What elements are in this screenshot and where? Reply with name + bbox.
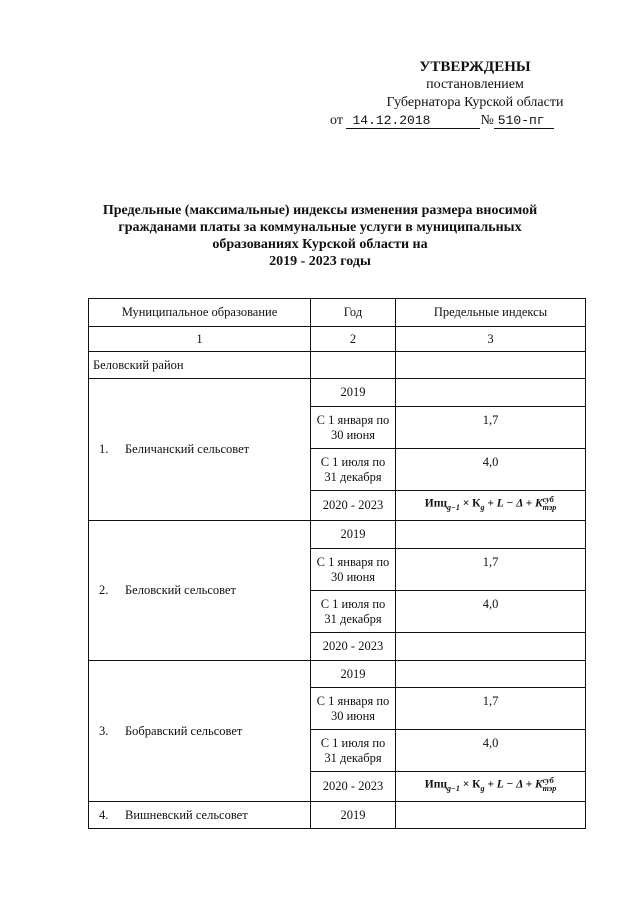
period-line: С 1 июля по [320, 596, 386, 611]
document-title [80, 202, 560, 270]
row-number: 3. [99, 723, 109, 738]
indices-table [88, 298, 586, 829]
period-line: С 1 января по [316, 693, 390, 708]
municipality-name: Бобравский сельсовет [125, 723, 243, 738]
rayon-index-empty [396, 352, 586, 379]
year-cell: 2019 [311, 521, 396, 549]
municipality-name: Беличанский сельсовет [125, 442, 250, 456]
formula-part: суб [542, 495, 554, 505]
formula-part: Ипц [424, 778, 447, 791]
index-cell-empty [396, 379, 586, 407]
rayon-name: Беловский район [89, 352, 311, 379]
row-number: 1. [99, 442, 109, 456]
period-line: С 1 января по [316, 412, 390, 427]
formula-part: Ипц [424, 497, 447, 510]
year-cell: 2020 - 2023 [311, 772, 396, 802]
period-line: 31 декабря [324, 611, 382, 626]
index-cell-empty [396, 521, 586, 549]
formula-stack [543, 496, 557, 512]
header-indices: Предельные индексы [396, 299, 586, 327]
period-cell [311, 549, 396, 591]
municipality-cell [89, 802, 311, 829]
title-line-3: образованиях Курской области на [212, 237, 428, 252]
title-line-2: гражданами платы за коммунальные услуги в муниципальных [118, 220, 522, 235]
period-line: 30 июня [330, 708, 376, 723]
formula-stack [543, 777, 557, 793]
index-cell-empty [396, 802, 586, 829]
formula-part: g [480, 503, 485, 513]
header-year: Год [311, 299, 396, 327]
rayon-year-empty [311, 352, 396, 379]
number-label: № [480, 113, 494, 128]
formula-cell [396, 491, 586, 521]
col-number-2: 2 [311, 327, 396, 352]
column-numbers-row [89, 327, 586, 352]
year-cell: 2019 [311, 379, 396, 407]
formula-part: суб [542, 776, 554, 786]
title-line-1: Предельные (максимальные) индексы изменения размера вносимой [102, 203, 538, 218]
formula-part: g−1 [446, 784, 460, 794]
index-value: 4,0 [396, 730, 586, 772]
index-formula [425, 496, 556, 515]
period-cell [311, 407, 396, 449]
approval-line-2: Губернатора Курской области [386, 95, 564, 110]
period-line: 31 декабря [324, 750, 382, 765]
period-cell [311, 730, 396, 772]
year-cell: 2020 - 2023 [311, 491, 396, 521]
period-cell [311, 688, 396, 730]
year-cell: 2020 - 2023 [311, 633, 396, 661]
period-line: 30 июня [330, 569, 376, 584]
year-cell: 2019 [311, 802, 396, 829]
from-label: от [330, 113, 343, 128]
approval-title: УТВЕРЖДЕНЫ [419, 59, 531, 75]
municipality-cell [89, 379, 311, 521]
index-cell-empty [396, 633, 586, 661]
index-value: 1,7 [396, 407, 586, 449]
row-number: 4. [99, 807, 109, 822]
approval-line-1: постановлением [426, 77, 524, 92]
index-formula [425, 777, 556, 796]
period-line: С 1 января по [316, 554, 390, 569]
formula-part: тэр [542, 784, 557, 794]
period-line: 31 декабря [324, 469, 382, 484]
period-cell [311, 591, 396, 633]
table-row [89, 521, 586, 549]
rayon-row [89, 352, 586, 379]
index-value: 1,7 [396, 688, 586, 730]
formula-part: + L − Δ + K [484, 497, 543, 510]
period-line: 30 июня [330, 427, 376, 442]
approval-number: 510-пг [494, 113, 554, 129]
formula-part: g−1 [446, 503, 460, 513]
municipality-name: Вишневский сельсовет [125, 807, 248, 822]
formula-part: тэр [542, 503, 557, 513]
header-row [89, 299, 586, 327]
year-cell: 2019 [311, 661, 396, 688]
approval-date-row [300, 112, 600, 130]
formula-part: + L − Δ + K [484, 778, 543, 791]
table-row [89, 379, 586, 407]
index-value: 4,0 [396, 591, 586, 633]
title-line-4: 2019 - 2023 годы [269, 254, 371, 269]
header-municipality: Муниципальное образование [89, 299, 311, 327]
period-line: С 1 июля по [320, 735, 386, 750]
period-cell [311, 449, 396, 491]
table-row [89, 661, 586, 688]
municipality-cell [89, 521, 311, 661]
municipality-name: Беловский сельсовет [125, 583, 236, 597]
approval-block [300, 58, 600, 130]
col-number-3: 3 [396, 327, 586, 352]
formula-part: × К [459, 497, 481, 510]
index-cell-empty [396, 661, 586, 688]
period-line: С 1 июля по [320, 454, 386, 469]
formula-part: × К [459, 778, 481, 791]
row-number: 2. [99, 583, 109, 597]
municipality-cell [89, 661, 311, 802]
col-number-1: 1 [89, 327, 311, 352]
formula-part: g [480, 784, 485, 794]
table-row [89, 802, 586, 829]
index-value: 4,0 [396, 449, 586, 491]
index-value: 1,7 [396, 549, 586, 591]
formula-cell [396, 772, 586, 802]
approval-date: 14.12.2018 [346, 113, 480, 129]
